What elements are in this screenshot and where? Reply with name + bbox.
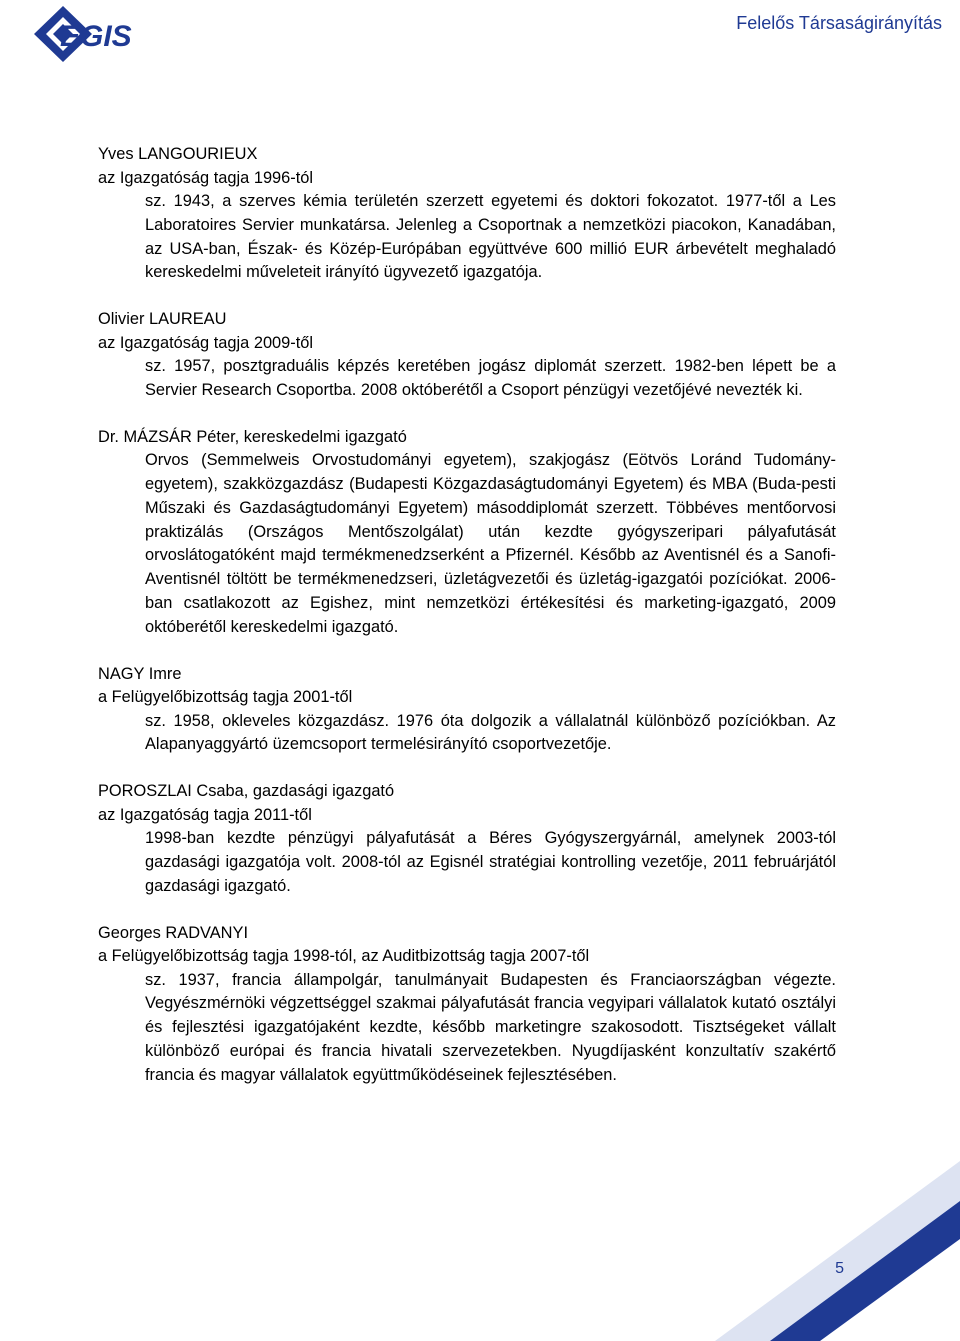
person-bio: 1998-ban kezdte pénzügyi pályafutását a Béres Gyógyszergyárnál, amelynek 2003-tól gazdasági igazgatója volt. 2008-tól az Egisnél stratégiai kontrolling vezetője, 2011 februárjától gazdasági igazgató. [145,829,836,895]
person-role: az Igazgatóság tagja 1996-tól [98,168,314,187]
person-entry [98,922,836,1088]
person-bio: sz. 1943, a szerves kémia területén szerzett egyetemi és doktori fokozatot. 1977-től a Les Laboratoires Servier munkatársa. Jelenleg a Csoportnak a nemzetközi piacokon, Kanadában, az USA-ban, Észak- és Közép-Európában együttvéve 600 millió EUR árbevételt meghaladó kereskedelmi műveleteit irányító ügyvezető igazgatója. [145,192,836,282]
egis-logo [30,0,180,68]
person-bio: sz. 1957, posztgraduális képzés keretében jogász diplomát szerzett. 1982-ben lépett be a Servier Research Csoportba. 2008 októberétől a Csoport pénzügyi vezetőjévé nevezték ki. [145,357,836,399]
person-bio: sz. 1958, okleveles közgazdász. 1976 óta dolgozik a vállalatnál különböző pozíciókban. Az Alapanyaggyártó üzemcsoport termelésirányító csoportvezetője. [145,711,836,754]
person-name: NAGY Imre [98,664,182,683]
document-header-title: Felelős Társaságirányítás [736,13,942,33]
person-role: a Felügyelőbizottság tagja 1998-tól, az Auditbizottság tagja 2007-től [98,947,590,966]
person-entry [98,663,836,758]
page-number: 5 [835,1260,844,1277]
person-role: a Felügyelőbizottság tagja 2001-től [98,688,353,707]
person-entry [98,426,836,640]
person-role: az Igazgatóság tagja 2011-től [98,805,312,824]
person-entry [98,308,836,403]
person-name: Georges RADVANYI [98,923,248,942]
person-bio: sz. 1937, francia állampolgár, tanulmányait Budapesten és Franciaországban végezte. Vegyészmérnöki végzettséggel szakmai pályafutását francia vegyipari vállalatok kutató osztályi és fejlesztési igazgatójaként kezdte, később marketingre szakosodott. Tisztségeket vállalt különböző európai és francia hivatali szervezetekben. Nyugdíjasként konzultatív szakértő francia és magyar vállalatok együttműködéseinek fejlesztésében. [145,970,836,1084]
person-role: az Igazgatóság tagja 2009-től [98,333,314,352]
person-name: Dr. MÁZSÁR Péter, kereskedelmi igazgató [98,427,407,446]
person-bio: Orvos (Semmelweis Orvostudományi egyetem), szakjogász (Eötvös Loránd Tudomány-egyetem), szakközgazdász (Budapesti Közgazdaságtudományi Egyetem) és MBA (Buda-pesti Műszaki és Gazdaságtudományi Egyetem) másoddiplomát szerzett. Többéves mentőorvosi praktizálás (Országos Mentőszolgálat) után kezdte gyógyszeripari pályafutását orvoslátogatóként majd termékmenedzserként a Pfizernél. Később az Aventisnél és a Sanofi-Aventisnél töltött be termékmenedzseri, üzletágvezetői és üzletág-igazgatói pozíciókat. 2006-ban csatlakozott az Egishez, mint nemzetközi értékesítési és marketing-igazgató, 2009 októberétől kereskedelmi igazgató. [145,451,836,636]
person-name: POROSZLAI Csaba, gazdasági igazgató [98,782,395,801]
logo-text: EGIS [60,20,132,53]
person-name: Olivier LAUREAU [98,310,227,329]
board-members-list [98,143,836,1111]
person-name: Yves LANGOURIEUX [98,145,258,163]
person-entry [98,780,836,898]
page-corner-decoration [715,1141,960,1341]
person-entry [98,143,836,285]
